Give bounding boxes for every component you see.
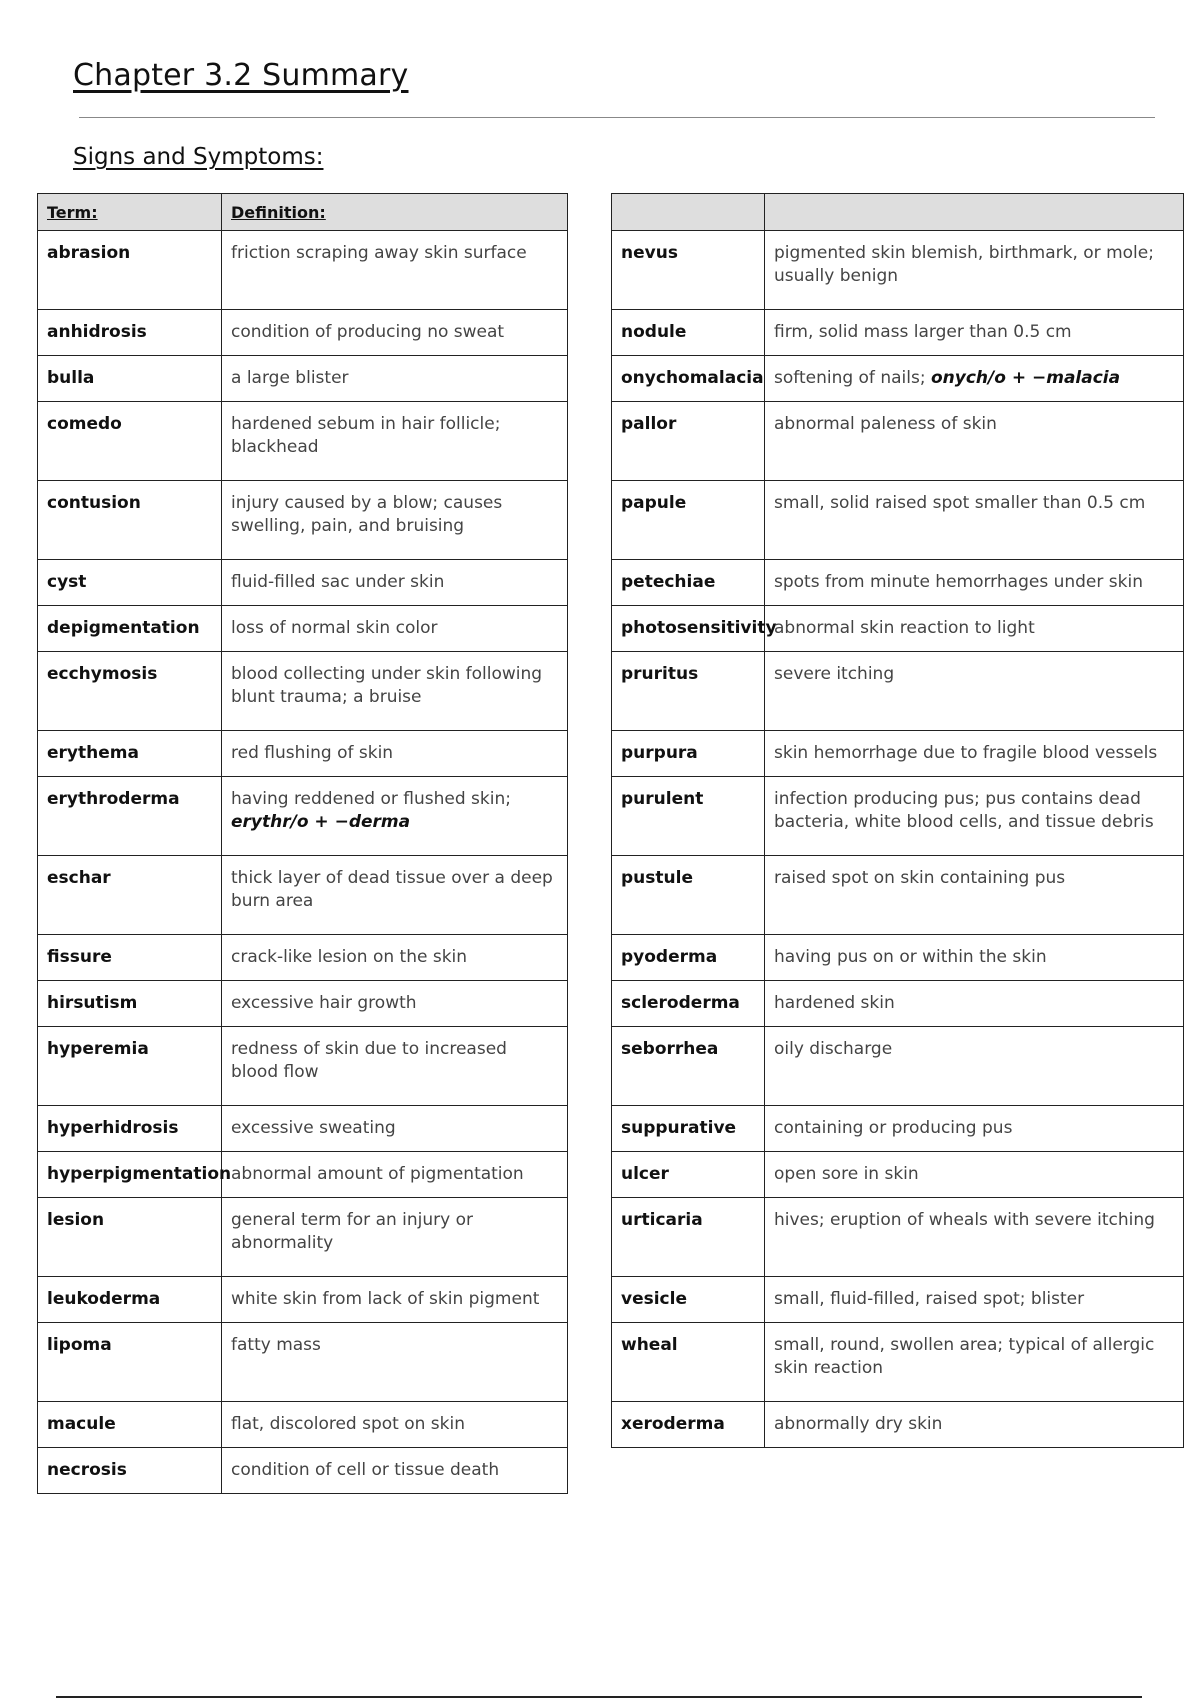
terms-table-left [37, 193, 568, 1494]
term-cell: erythroderma [38, 777, 222, 856]
definition-cell [222, 1027, 568, 1106]
term-cell: eschar [38, 856, 222, 935]
table-row [612, 1106, 1184, 1152]
definition-text: having pus on or within the skin [774, 947, 1047, 967]
term-cell: hirsutism [38, 981, 222, 1027]
term-column-header [612, 194, 765, 231]
term-cell: comedo [38, 402, 222, 481]
table-row [38, 402, 568, 481]
definition-cell [222, 606, 568, 652]
definition-cell [765, 856, 1184, 935]
definition-cell [765, 310, 1184, 356]
table-row [38, 1198, 568, 1277]
definition-cell [765, 1277, 1184, 1323]
definition-text: abnormal skin reaction to light [774, 618, 1035, 638]
term-cell: urticaria [612, 1198, 765, 1277]
definition-text: having reddened or flushed skin; [231, 789, 511, 809]
definition-cell [222, 560, 568, 606]
definition-column-header: Definition: [222, 194, 568, 231]
table-row [612, 1277, 1184, 1323]
definition-text: fluid-filled sac under skin [231, 572, 445, 592]
definition-cell [765, 402, 1184, 481]
table-row [38, 231, 568, 310]
definition-text: friction scraping away skin surface [231, 243, 527, 263]
table-row [38, 1448, 568, 1494]
term-cell: macule [38, 1402, 222, 1448]
table-row [38, 310, 568, 356]
definition-cell [765, 1152, 1184, 1198]
definition-text: general term for an injury or abnormality [231, 1210, 474, 1253]
definition-text: firm, solid mass larger than 0.5 cm [774, 322, 1072, 342]
term-cell: pyoderma [612, 935, 765, 981]
table-row [38, 777, 568, 856]
definition-column-header [765, 194, 1184, 231]
definition-text: fatty mass [231, 1335, 321, 1355]
terms-table-right [611, 193, 1184, 1448]
definition-cell [222, 777, 568, 856]
term-cell: fissure [38, 935, 222, 981]
definition-text: hardened sebum in hair follicle; blackhead [231, 414, 501, 457]
term-cell: hyperhidrosis [38, 1106, 222, 1152]
table-row [612, 231, 1184, 310]
definition-text: abnormally dry skin [774, 1414, 943, 1434]
definition-cell [765, 981, 1184, 1027]
table-row [612, 606, 1184, 652]
term-cell: vesicle [612, 1277, 765, 1323]
table-row [612, 1198, 1184, 1277]
definition-cell [765, 1402, 1184, 1448]
definition-text: a large blister [231, 368, 349, 388]
definition-text: severe itching [774, 664, 895, 684]
table-row [612, 777, 1184, 856]
term-cell: photosensitivity [612, 606, 765, 652]
definition-cell [222, 1323, 568, 1402]
table-row [38, 356, 568, 402]
definition-text: softening of nails; [774, 368, 926, 388]
definition-cell [765, 777, 1184, 856]
table-row [38, 560, 568, 606]
definition-cell [222, 1198, 568, 1277]
table-row [38, 1152, 568, 1198]
definition-cell [765, 1106, 1184, 1152]
definition-cell [765, 1323, 1184, 1402]
term-cell: onychomalacia [612, 356, 765, 402]
table-row [38, 981, 568, 1027]
table-row [38, 652, 568, 731]
definition-cell [222, 1448, 568, 1494]
definition-text: spots from minute hemorrhages under skin [774, 572, 1143, 592]
table-row [38, 481, 568, 560]
definition-cell [222, 1106, 568, 1152]
definition-text: hardened skin [774, 993, 895, 1013]
term-cell: pustule [612, 856, 765, 935]
term-column-header: Term: [38, 194, 222, 231]
table-header-row [38, 194, 568, 231]
term-cell: seborrhea [612, 1027, 765, 1106]
footer-divider [56, 1696, 1142, 1698]
definition-cell [222, 231, 568, 310]
term-cell: leukoderma [38, 1277, 222, 1323]
definition-text: injury caused by a blow; causes swelling, pain, and bruising [231, 493, 503, 536]
definition-cell [765, 231, 1184, 310]
page-title: Chapter 3.2 Summary [73, 58, 409, 93]
definition-cell [222, 356, 568, 402]
definition-text: oily discharge [774, 1039, 893, 1059]
table-row [612, 560, 1184, 606]
definition-cell [222, 1402, 568, 1448]
table-row [38, 1106, 568, 1152]
definition-cell [765, 481, 1184, 560]
definition-text: loss of normal skin color [231, 618, 438, 638]
table-row [38, 1027, 568, 1106]
table-row [612, 1152, 1184, 1198]
table-row [38, 935, 568, 981]
table-row [38, 856, 568, 935]
definition-text: redness of skin due to increased blood flow [231, 1039, 507, 1082]
term-cell: anhidrosis [38, 310, 222, 356]
definition-text: small, fluid-filled, raised spot; blister [774, 1289, 1085, 1309]
title-divider [79, 117, 1155, 118]
definition-text: white skin from lack of skin pigment [231, 1289, 540, 1309]
table-row [612, 402, 1184, 481]
term-cell: pruritus [612, 652, 765, 731]
definition-cell [222, 731, 568, 777]
table-header-row [612, 194, 1184, 231]
table-row [612, 481, 1184, 560]
table-row [612, 981, 1184, 1027]
definition-text: hives; eruption of wheals with severe itching [774, 1210, 1155, 1230]
term-cell: petechiae [612, 560, 765, 606]
definition-cell [765, 1198, 1184, 1277]
definition-cell [765, 935, 1184, 981]
term-cell: papule [612, 481, 765, 560]
section-heading: Signs and Symptoms: [73, 144, 324, 170]
term-cell: nodule [612, 310, 765, 356]
definition-text: red flushing of skin [231, 743, 394, 763]
term-cell: necrosis [38, 1448, 222, 1494]
definition-text: abnormal amount of pigmentation [231, 1164, 524, 1184]
term-cell: bulla [38, 356, 222, 402]
table-row [38, 1402, 568, 1448]
table-row [612, 856, 1184, 935]
table-row [612, 1027, 1184, 1106]
term-cell: cyst [38, 560, 222, 606]
term-cell: erythema [38, 731, 222, 777]
term-cell: lipoma [38, 1323, 222, 1402]
term-cell: scleroderma [612, 981, 765, 1027]
definition-cell [222, 310, 568, 356]
definition-text: pigmented skin blemish, birthmark, or mole; usually benign [774, 243, 1154, 286]
etymology-text: erythr/o + −derma [231, 812, 411, 832]
table-row [38, 731, 568, 777]
definition-text: small, solid raised spot smaller than 0.5 cm [774, 493, 1146, 513]
table-row [612, 310, 1184, 356]
table-row [612, 1323, 1184, 1402]
term-cell: wheal [612, 1323, 765, 1402]
term-cell: contusion [38, 481, 222, 560]
definition-text: flat, discolored spot on skin [231, 1414, 466, 1434]
definition-text: abnormal paleness of skin [774, 414, 997, 434]
term-cell: abrasion [38, 231, 222, 310]
term-cell: hyperemia [38, 1027, 222, 1106]
definition-cell [222, 402, 568, 481]
definition-text: crack-like lesion on the skin [231, 947, 468, 967]
term-cell: xeroderma [612, 1402, 765, 1448]
definition-cell [222, 856, 568, 935]
table-row [612, 652, 1184, 731]
definition-text: excessive sweating [231, 1118, 396, 1138]
terms-table-right-body [612, 231, 1184, 1448]
term-cell: purulent [612, 777, 765, 856]
term-cell: purpura [612, 731, 765, 777]
table-row [612, 356, 1184, 402]
term-cell: nevus [612, 231, 765, 310]
term-cell: ecchymosis [38, 652, 222, 731]
definition-text: condition of producing no sweat [231, 322, 505, 342]
definition-text: small, round, swollen area; typical of allergic skin reaction [774, 1335, 1155, 1378]
definition-cell [222, 981, 568, 1027]
etymology-text: onych/o + −malacia [930, 368, 1121, 388]
definition-text: open sore in skin [774, 1164, 919, 1184]
definition-cell [765, 652, 1184, 731]
definition-text: excessive hair growth [231, 993, 417, 1013]
table-row [612, 731, 1184, 777]
table-row [38, 1277, 568, 1323]
definition-cell [222, 1277, 568, 1323]
table-row [38, 1323, 568, 1402]
definition-cell [222, 1152, 568, 1198]
table-row [612, 1402, 1184, 1448]
definition-cell [765, 731, 1184, 777]
definition-cell [765, 606, 1184, 652]
definition-cell [765, 560, 1184, 606]
term-cell: hyperpigmentation [38, 1152, 222, 1198]
term-cell: pallor [612, 402, 765, 481]
definition-text: condition of cell or tissue death [231, 1460, 500, 1480]
terms-table-left-body [38, 231, 568, 1494]
definition-text: blood collecting under skin following blunt trauma; a bruise [231, 664, 543, 707]
definition-cell [222, 481, 568, 560]
table-row [612, 935, 1184, 981]
definition-text: raised spot on skin containing pus [774, 868, 1066, 888]
term-cell: depigmentation [38, 606, 222, 652]
term-cell: ulcer [612, 1152, 765, 1198]
definition-cell [765, 1027, 1184, 1106]
definition-cell [765, 356, 1184, 402]
definition-text: thick layer of dead tissue over a deep burn area [231, 868, 553, 911]
table-row [38, 606, 568, 652]
term-cell: suppurative [612, 1106, 765, 1152]
definition-text: skin hemorrhage due to fragile blood vessels [774, 743, 1158, 763]
term-cell: lesion [38, 1198, 222, 1277]
definition-cell [222, 652, 568, 731]
definition-cell [222, 935, 568, 981]
definition-text: containing or producing pus [774, 1118, 1013, 1138]
definition-text: infection producing pus; pus contains dead bacteria, white blood cells, and tissue debris [774, 789, 1154, 832]
